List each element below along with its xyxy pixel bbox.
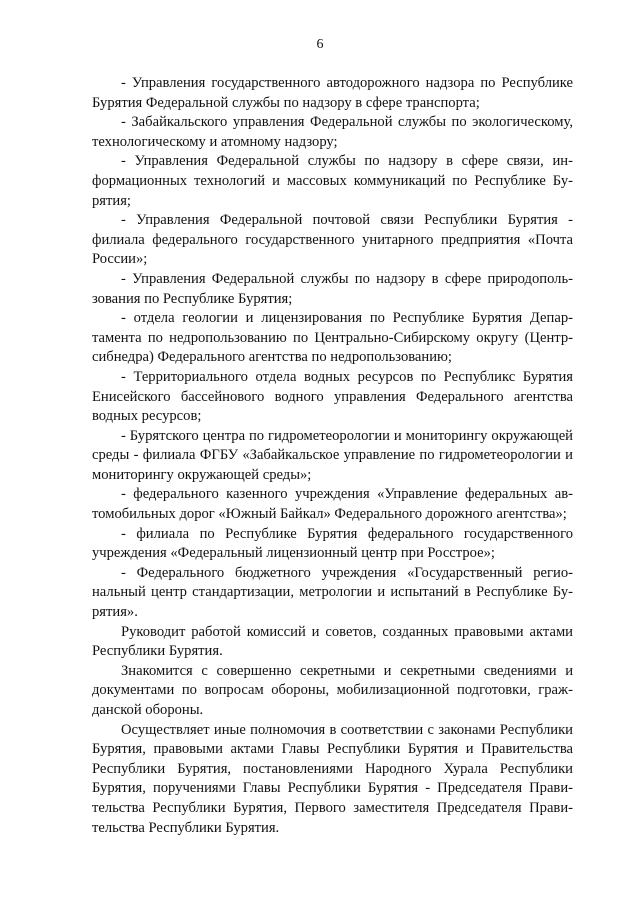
paragraph-item: Руководит работой комиссий и советов, созданных правовыми актами Республики Бурятия. [92,623,573,660]
document-body [92,74,573,838]
paragraph-item: - Управления Федеральной службы по надзору в сфере природопользования по Республике Бурятия; [92,270,573,307]
paragraph-item: - Управления Федеральной службы по надзору в сфере связи, информационных технологий и массовых коммуникаций по Республике Бурятия; [92,153,573,209]
paragraph-item: - Управления Федеральной почтовой связи Республики Бурятия - филиала федерального государственного унитарного предприятия «Почта России»; [92,212,573,268]
paragraph-item: - Федерального бюджетного учреждения «Государственный региональный центр стандартизации, метрологии и испытаний в Республике Бурятия». [92,564,573,621]
page-number: 6 [316,37,324,52]
paragraph-item: - отдела геологии и лицензирования по Республике Бурятия Департамента по недропользованию по Центрально-Сибирскому округу (Центрсибнедра) Федерального агентства по недропользованию; [92,310,573,366]
paragraph-item: - Забайкальского управления Федеральной службы по экологическому, технологическому и атомному надзору; [92,114,573,150]
paragraph-item: Знакомится с совершенно секретными и секретными сведениями и документами по вопросам обороны, мобилизационной подготовки, гражданской обороны. [92,662,573,718]
paragraph-item: - федерального казенного учреждения «Управление федеральных автомобильных дорог «Южный Байкал» Федерального дорожного агентства»; [92,486,573,523]
paragraph-item: - филиала по Республике Бурятия федерального государственного учреждения «Федеральный лицензионный центр при Росстрое»; [92,525,573,562]
paragraph-item: - Бурятского центра по гидрометеорологии и мониторингу окружающей среды - филиала ФГБУ «Забайкальское управление по гидрометеорологии и мониторингу окружающей среды»; [92,427,573,483]
paragraph-item: Осуществляет иные полномочия в соответствии с законами Республики Бурятия, правовыми актами Главы Республики Бурятия и Правительства Республики Бурятия, постановлениями Народного Хурала Республики Бурятия, поручениями Главы Республики Бурятия - Председателя Правительства Республики Бурятия, Первого заместителя Председателя Правительства Республики Бурятия. [92,721,573,836]
paragraph-item: - Территориального отдела водных ресурсов по Республикс Бурятия Енисейского бассейнового водного управления Федерального агентства водных ресурсов; [92,368,573,425]
paragraph-item: - Управления государственного автодорожного надзора по Республике Бурятия Федеральной службы по надзору в сфере транспорта; [92,75,573,111]
